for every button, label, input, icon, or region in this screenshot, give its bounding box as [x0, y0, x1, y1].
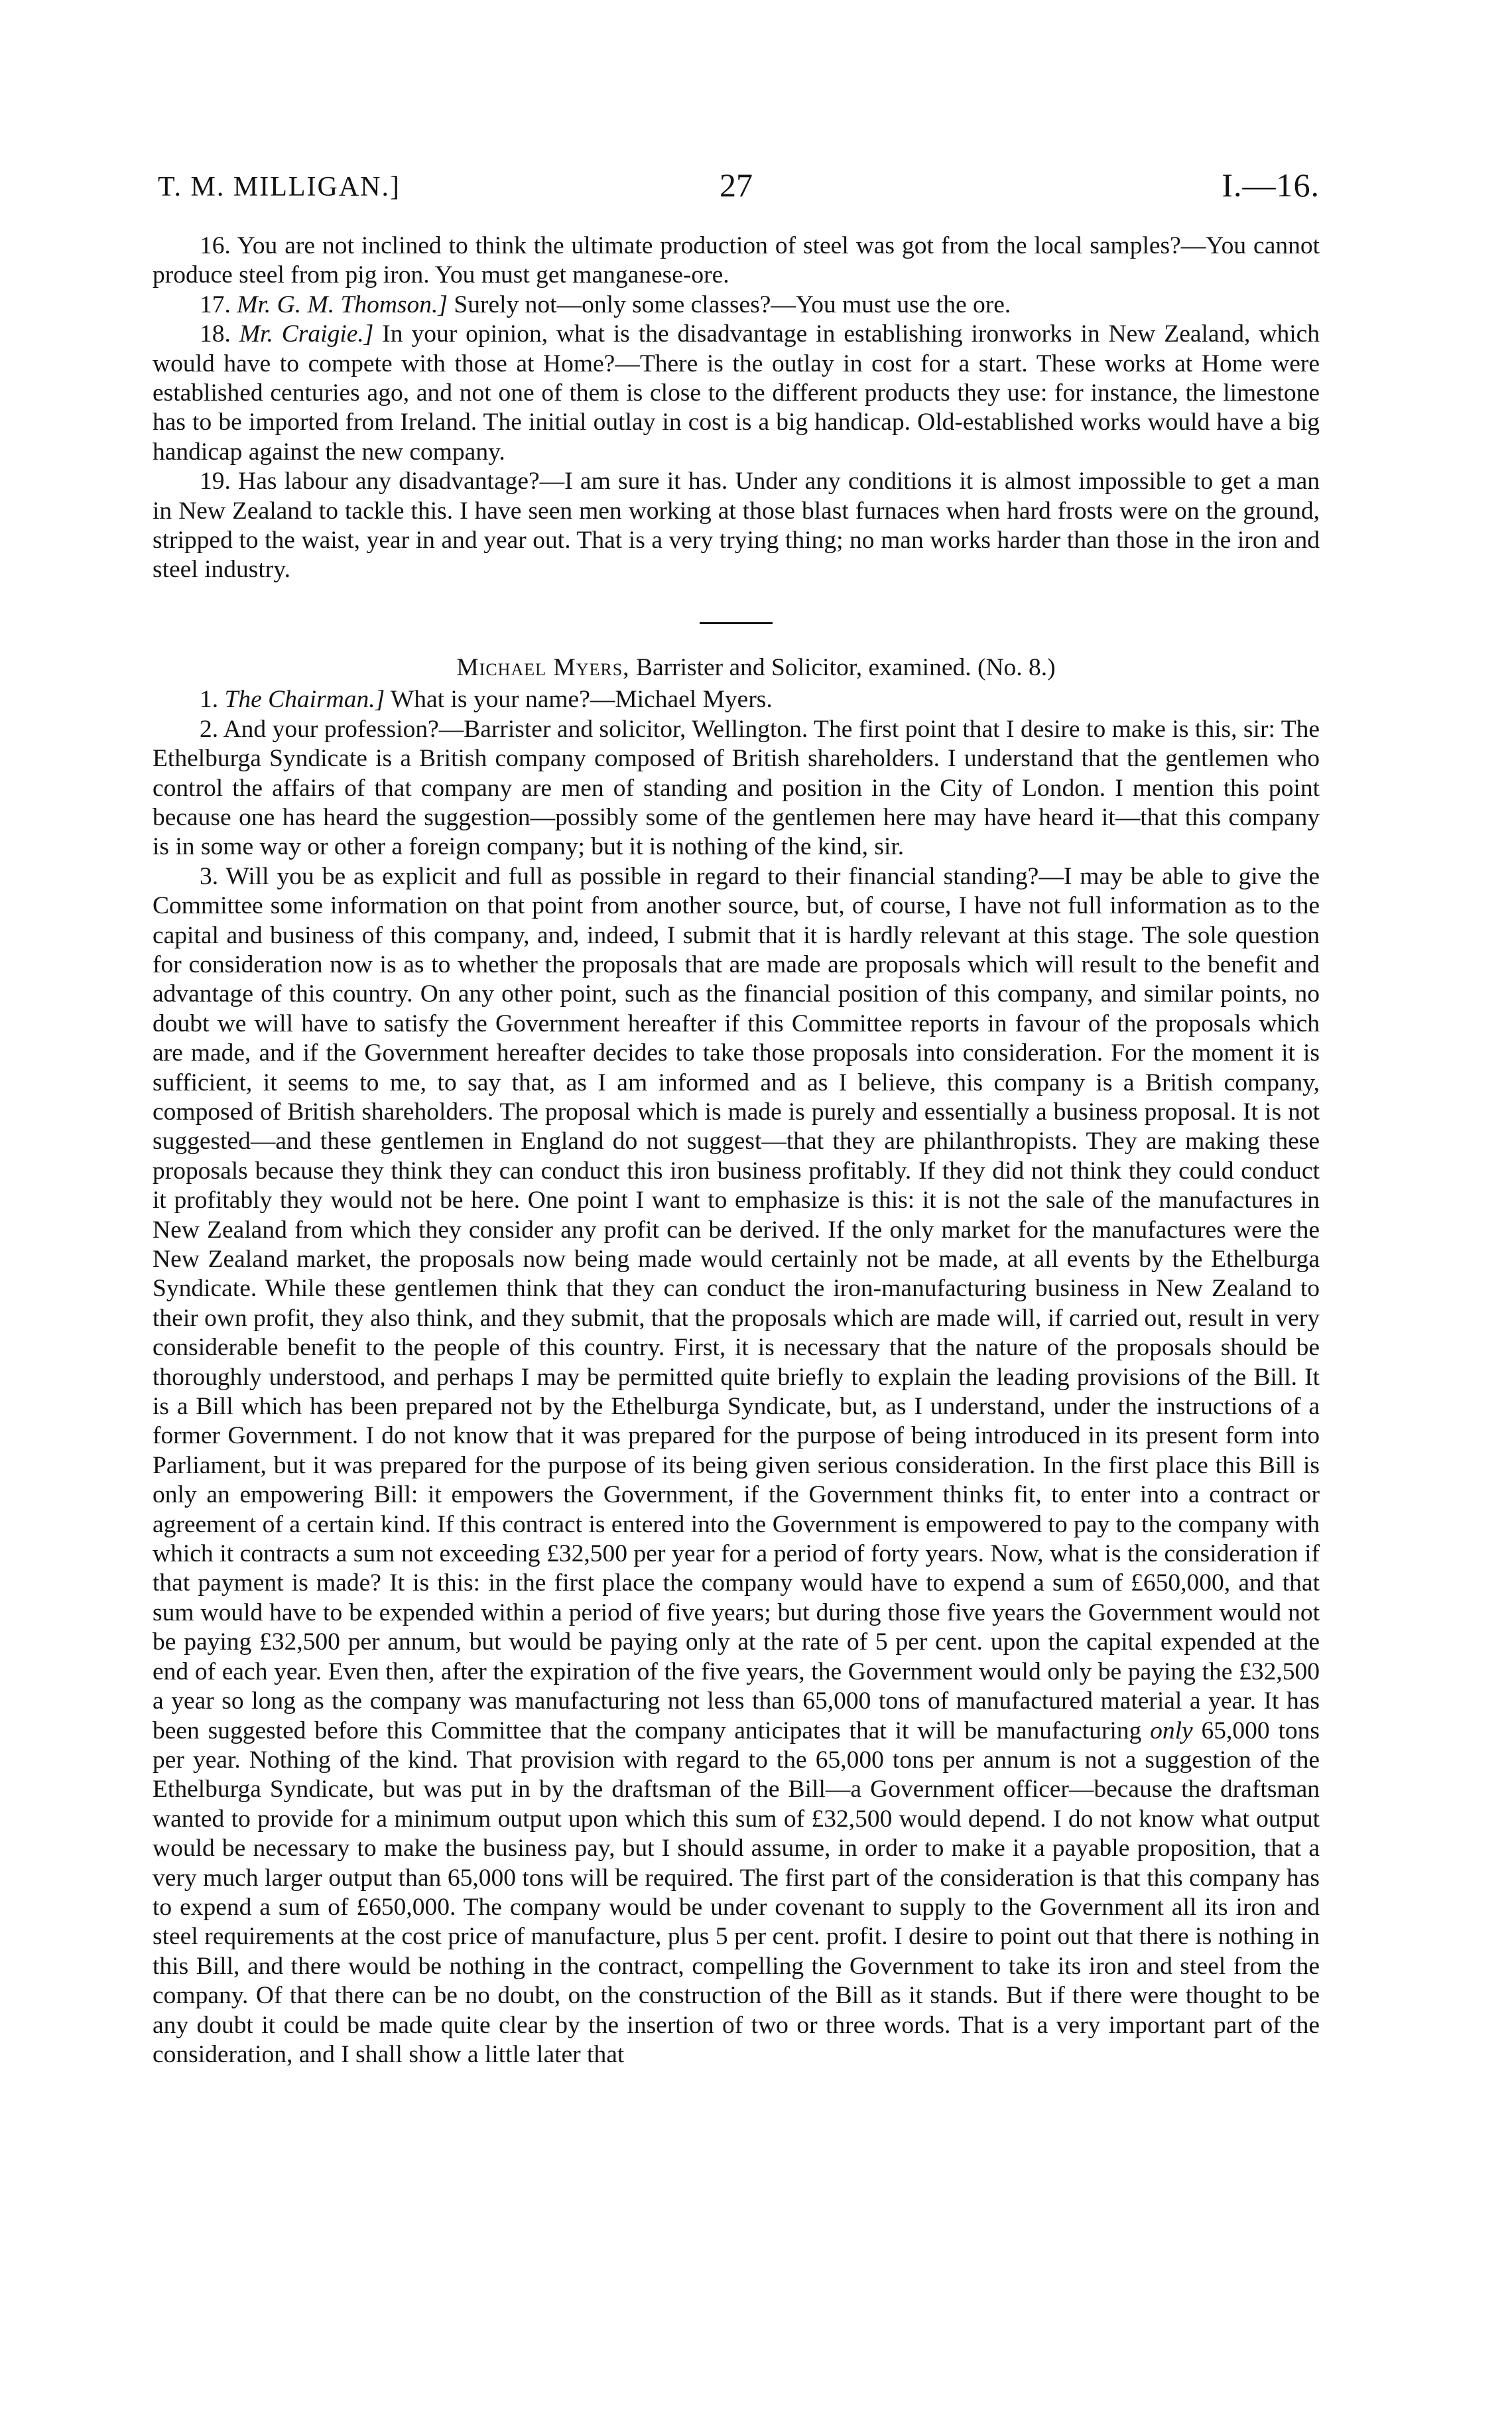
page-number: 27 [720, 166, 753, 204]
question-19: 19. Has labour any disadvantage?—I am sure it has. Under any conditions it is almost impossible to get a man in New Zealand to tackle this. I have seen men working at those blast furnaces when hard frosts were on the ground, stripped to the waist, year in and year out. That is a very trying thing; no man works harder than those in the iron and steel industry. [153, 468, 1320, 584]
question-17: 17. Mr. G. M. Thomson.] Surely not—only some classes?—You must use the ore. [200, 291, 1011, 318]
paper-reference: I.—16. [1222, 166, 1320, 204]
witness-running-head: T. M. MILLIGAN.] [158, 172, 401, 202]
document-page [153, 166, 1320, 2069]
question-18: 18. Mr. Craigie.] In your opinion, what is the disadvantage in establishing ironworks in New Zealand, which would have to compete with those at Home?—There is the outlay in cost for a start. These works at Home were established centuries ago, and not one of them is close to the different products they use: for instance, the limestone has to be imported from Ireland. The initial outlay in cost is a big handicap. Old-established works would have a big handicap against the new company. [153, 320, 1320, 466]
speaker: The Chairman.] [224, 686, 385, 714]
witness-name: Michael Myers, [456, 653, 630, 681]
speaker: Mr. G. M. Thomson.] [237, 291, 448, 318]
examination-heading: Michael Myers, Barrister and Solicitor, examined. (No. 8.) [456, 653, 1056, 681]
question-16: 16. You are not inclined to think the ultimate production of steel was got from the local samples?—You cannot produce steel from pig iron. You must get manganese-ore. [153, 232, 1320, 289]
evidence-continued [153, 231, 1320, 585]
question-3: 3. Will you be as explicit and full as possible in regard to their financial standing?—I may be able to give the Committee some information on that point from another source, but, of course, I have not full information as to the capital and business of this company, and, indeed, I submit that it is hardly relevant at this stage. The sole question for consideration now is as to whether the proposals that are made are proposals which will result to the benefit and advantage of this country. On any other point, such as the financial position of this company, and similar points, no doubt we will have to satisfy the Government hereafter if this Committee reports in favour of the proposals which are made, and if the Government hereafter decides to take those proposals into consideration. For the moment it is sufficient, it seems to me, to say that, as I am informed and as I believe, this company is a British company, composed of British shareholders. The proposal which is made is purely and essentially a business proposal. It is not suggested—and these gentlemen in England do not suggest—that they are philanthropists. They are making these proposals because they think they can conduct this iron business profitably. If they did not think they could conduct it profitably they would not be here. One point I want to emphasize is this: it is not the sale of the manufactures in New Zealand from which they consider any profit can be derived. If the only market for the manufactures were the New Zealand market, the proposals now being made would certainly not be made, at all events by the Ethelburga Syndicate. While these gentlemen think that they can conduct the iron-manufacturing business in New Zealand to their own profit, they also think, and they submit, that the proposals which are made will, if carried out, result in very considerable benefit to the people of this country. First, it is necessary that the nature of the proposals should be thoroughly understood, and perhaps I may be permitted quite briefly to explain the leading provisions of the Bill. It is a Bill which has been prepared not by the Ethelburga Syndicate, but, as I understand, under the instructions of a former Government. I do not know that it was prepared for the purpose of being introduced in its present form into Parliament, but it was prepared for the purpose of its being given serious consideration. In the first place this Bill is only an empowering Bill: it empowers the Government, if the Government thinks fit, to enter into a contract or agreement of a certain kind. If this contract is entered into the Government is empowered to pay to the company with which it contracts a sum not exceeding £32,500 per year for a period of forty years. Now, what is the consideration if that payment is made? It is this: in the first place the company would have to expend a sum of £650,000, and that sum would have to be expended within a period of five years; but during those five years the Government would not be paying £32,500 per annum, but would be paying only at the rate of 5 per cent. upon the capital expended at the end of each year. Even then, after the expiration of the five years, the Government would only be paying the £32,500 a year so long as the company was manufacturing not less than 65,000 tons of manufactured material a year. It has been suggested before this Committee that the company anticipates that it will be manufacturing only 65,000 tons per year. Nothing of the kind. That provision with regard to the 65,000 tons per annum is not a suggestion of the Ethelburga Syndicate, but was put in by the draftsman of the Bill—a Government officer—because the draftsman wanted to provide for a minimum output upon which this sum of £32,500 would depend. I do not know what output would be necessary to make the business pay, but I should assume, in order to make it a payable proposition, that a very much larger output than 65,000 tons will be required. The first part of the consideration is that this company has to expend a sum of £650,000. The company would be under covenant to supply to the Government all its iron and steel requirements at the cost price of manufacture, plus 5 per cent. profit. I desire to point out that there is nothing in this Bill, and there would be nothing in the contract, compelling the Government to take its iron and steel from the company. Of that there can be no doubt, on the construction of the Bill as it stands. But if there were thought to be any doubt it could be made quite clear by the insertion of two or three words. That is a very important part of the consideration, and I shall show a little later that [153, 862, 1320, 2068]
question-2: 2. And your profession?—Barrister and solicitor, Wellington. The first point that I desire to make is this, sir: The Ethelburga Syndicate is a British company composed of British shareholders. I understand that the gentlemen who control the affairs of that company are men of standing and position in the City of London. I mention this point because one has heard the suggestion—possibly some of the gentlemen here may have heard it—that this company is in some way or other a foreign company; but it is nothing of the kind, sir. [153, 715, 1320, 861]
speaker: Mr. Craigie.] [239, 320, 374, 348]
emphasis: only [1150, 1717, 1193, 1744]
section-divider [700, 622, 773, 624]
question-1: 1. The Chairman.] What is your name?—Michael Myers. [200, 686, 773, 714]
page-header [153, 166, 1320, 212]
myers-evidence [153, 685, 1320, 2069]
